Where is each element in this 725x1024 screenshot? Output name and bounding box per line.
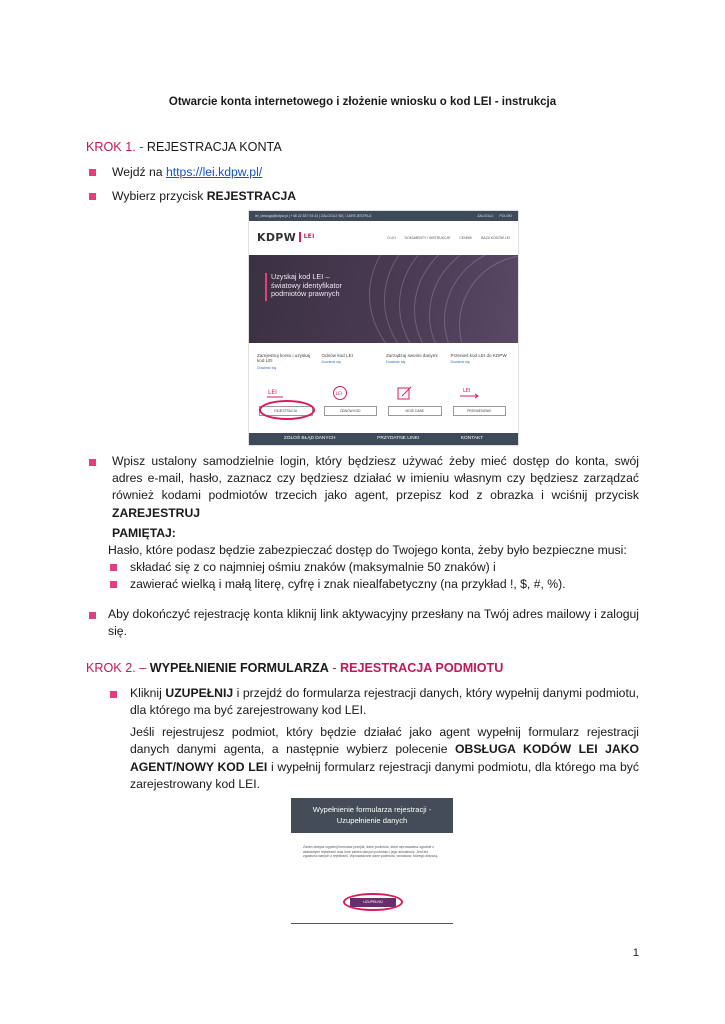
step1-bullet3: Wpisz ustalony samodzielnie login, który będziesz używać żeby mieć dostęp do konta, swój adres e-mail, hasło, zaznacz czy będziesz działać w imieniu własnym czy będziesz zarządzać również kodami podmiotów trzecich jako agent, przepisz kod z obrazka i wciśnij przycisk ZAREJESTRUJ <box>112 454 639 520</box>
edit-icon <box>394 385 414 401</box>
service-cards <box>249 343 518 435</box>
register-button[interactable]: REJESTRACJA <box>259 406 313 416</box>
renew-icon <box>330 385 350 401</box>
transfer-button[interactable]: PRZENIESIENIE <box>453 406 507 416</box>
footer-link[interactable]: ZGŁOŚ BŁĄD DANYCH <box>283 435 336 441</box>
bullet-icon <box>110 691 117 698</box>
bullet-icon <box>110 581 117 588</box>
footer-link[interactable]: PRZYDATNE LINKI <box>377 435 420 441</box>
svg-text:LEI: LEI <box>268 389 277 396</box>
step1-bullet1: Wejdź na https://lei.kdpw.pl/ <box>112 165 263 179</box>
card-register: Zarejestruj konto i uzyskaj kod LEI Dowiedz się LEI REJESTRACJA <box>257 353 317 435</box>
step2-title-b: REJESTRACJA PODMIOTU <box>340 661 504 675</box>
svg-text:LEI: LEI <box>335 392 342 397</box>
bullet-icon <box>110 564 117 571</box>
step2-heading: KROK 2. – WYPEŁNIENIE FORMULARZA - REJESTRACJA PODMIOTU <box>86 661 504 675</box>
menu-item[interactable]: DOKUMENTY I INSTRUKCJE <box>404 235 451 240</box>
remember-heading: PAMIĘTAJ: <box>112 526 176 540</box>
bullet-icon <box>89 193 96 200</box>
kdpw-link[interactable]: https://lei.kdpw.pl/ <box>165 165 263 179</box>
topbar: lei_obsluga@kdpw.pl | +48 22 537 93 43 | ZALOGUJ SIĘ / ZAREJESTRUJ ZALOGUJ POLSKI <box>249 211 518 221</box>
step2-label: KROK 2. – <box>86 661 147 675</box>
svg-text:LEI: LEI <box>462 388 470 394</box>
transfer-icon <box>459 385 479 401</box>
card-renew: Odnów kod LEI Dowiedz się LEI ODNÓW KOD <box>322 353 382 435</box>
step1-label: KROK 1. - <box>86 140 144 154</box>
bullet-icon <box>89 612 96 619</box>
highlight-ring <box>259 400 315 420</box>
card-transfer: Przenieś kod LEI do KDPW Dowiedz się LEI PRZENIESIENIE <box>451 353 511 435</box>
form-screenshot <box>291 798 453 924</box>
form-header: Wypełnienie formularza rejestracji - Uzupełnienie danych <box>291 798 453 833</box>
renew-button[interactable]: ODNÓW KOD <box>324 406 378 416</box>
bullet-icon <box>89 459 96 466</box>
kdpw-homepage-screenshot <box>249 211 518 445</box>
step1-title: REJESTRACJA KONTA <box>146 140 282 154</box>
footer-link[interactable]: KONTAKT <box>460 435 484 441</box>
bullet-icon <box>89 169 96 176</box>
navbar <box>249 221 518 255</box>
document-title: Otwarcie konta internetowego i złożenie wniosku o kod LEI - instrukcja <box>168 96 557 108</box>
step2-agent-paragraph: Jeśli rejestrujesz podmiot, który będzie działać jako agent wypełnij formularz rejestracji danych danymi agenta, a następnie wybierz polecenie OBSŁUGA KODÓW LEI JAKO AGENT/NOWY KOD LEI i wypełnij formularz rejestracji danymi podmiotu, dla którego ma być zarejestrowany kod LEI. <box>130 725 639 792</box>
hero-text: Uzyskaj kod LEI – światowy identyfikator podmiotów prawnych <box>271 272 342 299</box>
footer-bar <box>249 433 518 445</box>
form-body-text: Zanim złożysz wypełnij formularz przejdź, dane podmiotu, które wprowadzisz zgodnie z właściwymi rejestrami oraz inne zakres danych podmiotu i jego aktualność. Jest też zgodność danych z rejestrami. Wprowadzone dane podmiotu, wniosków, którego dotyczą. <box>303 845 438 859</box>
menu-item[interactable]: BAZA KODÓW LEI <box>481 235 510 240</box>
card-manage: Zarządzaj swoimi danymi Dowiedz się MOJE DANE <box>386 353 446 435</box>
step1-heading <box>86 139 282 157</box>
step1-bullet4: Aby dokończyć rejestrację konta kliknij link aktywacyjny przesłany na Twój adres mailowy i zaloguj się. <box>108 607 639 639</box>
password-rule-1: składać się z co najmniej ośmiu znaków (maksymalnie 50 znaków) i <box>130 560 496 574</box>
highlight-ring <box>343 893 403 911</box>
page-number: 1 <box>632 947 639 959</box>
step2-title-a: WYPEŁNIENIE FORMULARZA <box>149 661 329 675</box>
kdpw-logo: KDPW $^{LEI}$ <box>257 231 315 245</box>
hero-banner <box>249 255 518 343</box>
my-data-button[interactable]: MOJE DANE <box>388 406 442 416</box>
remember-intro: Hasło, które podasz będzie zabezpieczać dostęp do Twojego konta, żeby było bezpieczne musi: <box>108 543 627 557</box>
password-rule-2: zawierać wielką i małą literę, cyfrę i znak niealfabetyczny (na przykład !, $, #, %). <box>130 577 566 591</box>
main-menu <box>387 236 510 241</box>
menu-item[interactable]: O LEI <box>386 235 396 240</box>
complete-button[interactable]: UZUPEŁNIJ <box>350 898 396 907</box>
lei-register-icon <box>265 385 285 401</box>
step1-bullet2: Wybierz przycisk REJESTRACJA <box>112 189 297 203</box>
menu-item[interactable]: CENNIK <box>459 235 473 240</box>
step2-bullet1: Kliknij UZUPEŁNIJ i przejdź do formularza rejestracji danych, który wypełnij danymi podmiotu, dla którego ma być zarejestrowany kod LEI. <box>130 686 640 718</box>
